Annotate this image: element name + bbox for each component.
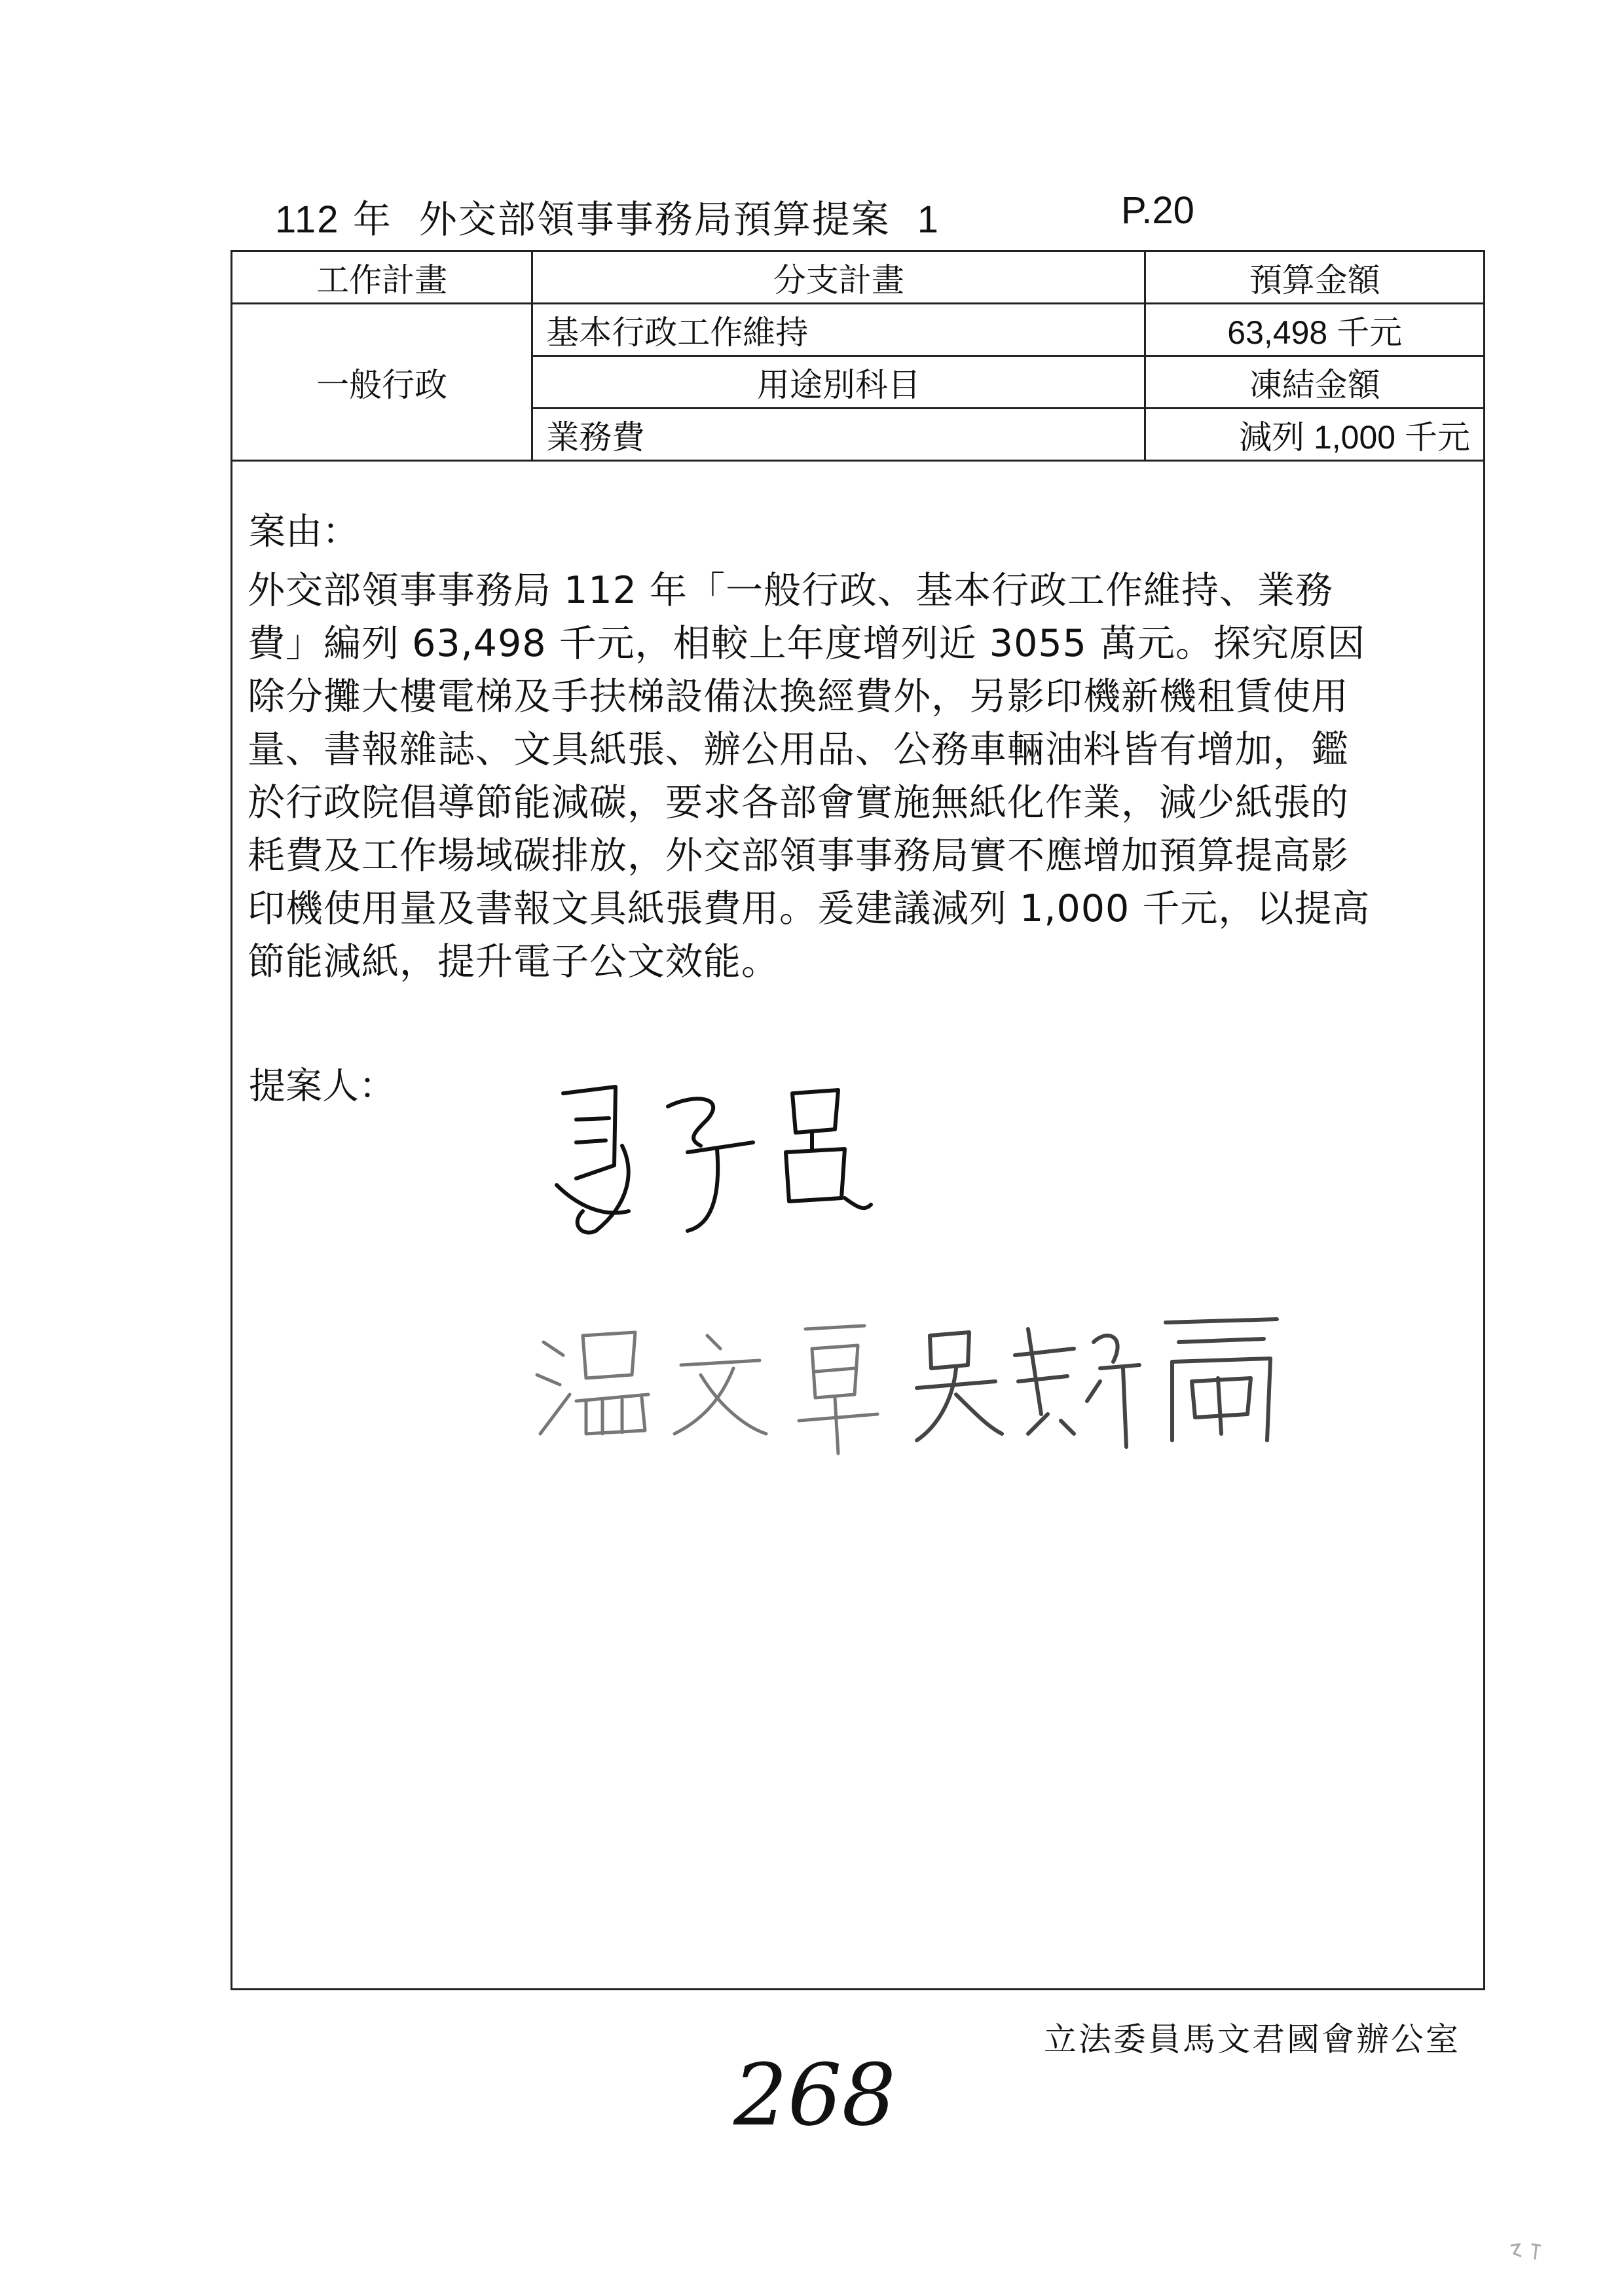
col-header-branch-plan: 分支計畫 bbox=[532, 251, 1145, 304]
frozen-header-cell: 凍結金額 bbox=[1145, 356, 1485, 409]
budget-table bbox=[231, 250, 1485, 462]
document-title bbox=[275, 189, 940, 244]
branch-plan-cell: 基本行政工作維持 bbox=[532, 304, 1145, 356]
proposer-label: 提案人： bbox=[249, 1065, 396, 1108]
page-reference: P.20 bbox=[1121, 189, 1194, 232]
reason-line: 耗費及工作場域碳排放，外交部領事事務局實不應增加預算提高影 bbox=[248, 834, 1349, 877]
title-year: 112 bbox=[275, 198, 340, 241]
item-header-cell: 用途別科目 bbox=[532, 356, 1145, 409]
col-header-budget-amount: 預算金額 bbox=[1145, 251, 1485, 304]
reason-line: 除分攤大樓電梯及手扶梯設備汰換經費外，另影印機新機租賃使用 bbox=[248, 675, 1349, 718]
item-cell: 業務費 bbox=[532, 409, 1145, 461]
reason-line: 於行政院倡導節能減碳，要求各部會實施無紙化作業，減少紙張的 bbox=[248, 781, 1349, 824]
table-row bbox=[232, 304, 1485, 356]
reason-label: 案由： bbox=[249, 511, 359, 553]
signature-1 bbox=[537, 1067, 877, 1264]
reason-line: 量、書報雜誌、文具紙張、辦公用品、公務車輛油料皆有增加，鑑 bbox=[248, 728, 1349, 771]
reason-line: 節能減紙，提升電子公文效能。 bbox=[248, 940, 779, 983]
budget-amount-cell: 63,498 千元 bbox=[1145, 304, 1485, 356]
title-text: 外交部領事事務局預算提案 bbox=[418, 197, 891, 242]
table-header-row bbox=[232, 251, 1485, 304]
cut-amount-cell: 減列 1,000 千元 bbox=[1145, 409, 1485, 461]
page-number-text: 268 bbox=[733, 2049, 896, 2141]
reason-line: 費」編列 63,498 千元，相較上年度增列近 3055 萬元。探究原因 bbox=[248, 622, 1365, 665]
signature-3 bbox=[910, 1303, 1303, 1460]
work-plan-cell: 一般行政 bbox=[232, 304, 532, 461]
reason-body bbox=[248, 564, 1485, 989]
corner-scribble-icon bbox=[1506, 2239, 1552, 2265]
handwritten-page-number bbox=[727, 2049, 897, 2141]
office-name: 立法委員馬文君國會辦公室 bbox=[1044, 2020, 1460, 2058]
reason-line: 印機使用量及書報文具紙張費用。爰建議減列 1,000 千元，以提高 bbox=[248, 887, 1371, 930]
reason-line: 外交部領事事務局 112 年「一般行政、基本行政工作維持、業務 bbox=[248, 569, 1334, 612]
title-year-unit: 年 bbox=[352, 197, 392, 242]
col-header-work-plan: 工作計畫 bbox=[232, 251, 532, 304]
proposal-number: 1 bbox=[917, 198, 940, 241]
signature-2 bbox=[524, 1303, 891, 1460]
